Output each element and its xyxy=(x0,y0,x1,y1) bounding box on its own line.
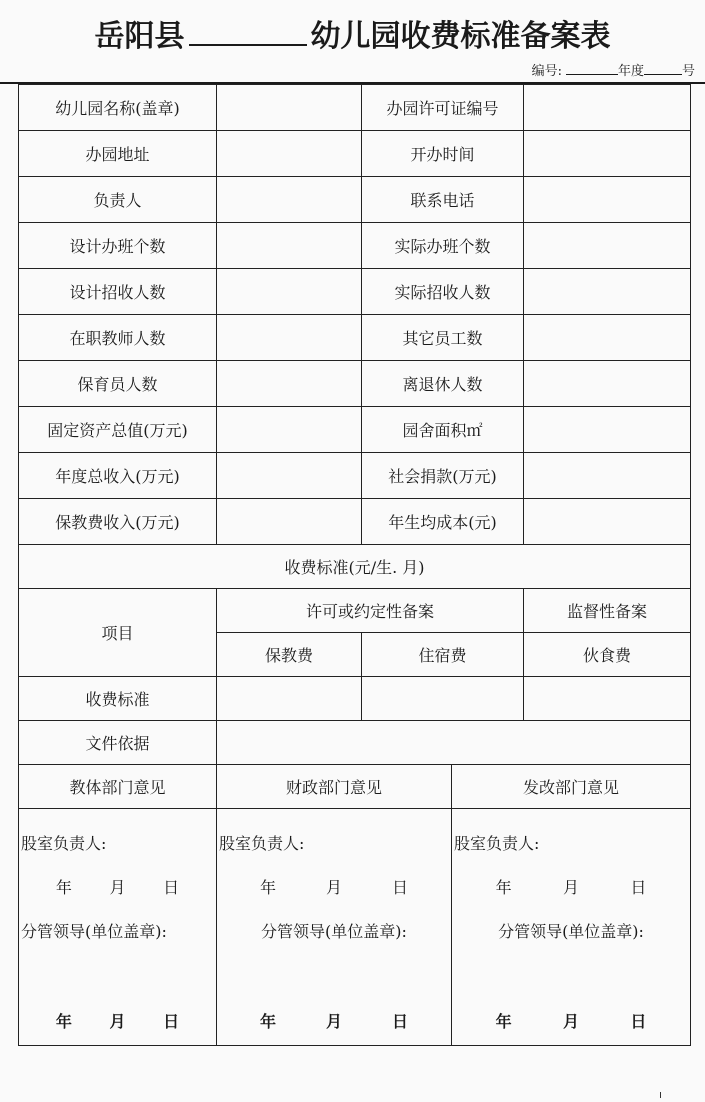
fee-standard-meals[interactable] xyxy=(524,677,691,721)
date-line xyxy=(19,875,216,898)
date-line-bold xyxy=(217,1009,451,1032)
serial-label: 编号: xyxy=(531,64,562,79)
info-right-value[interactable] xyxy=(524,361,691,407)
info-row xyxy=(19,269,691,315)
date-line xyxy=(217,875,451,898)
info-right-label: 办园许可证编号 xyxy=(362,85,524,131)
fee-record-table xyxy=(18,84,691,1046)
month-label: 月 xyxy=(109,1012,126,1031)
info-right-value[interactable] xyxy=(524,499,691,545)
fee-col-meals: 伙食费 xyxy=(524,633,691,677)
info-right-label: 年生均成本(元) xyxy=(362,499,524,545)
info-right-label: 其它员工数 xyxy=(362,315,524,361)
leader-label: 分管领导(单位盖章): xyxy=(21,922,167,941)
info-right-label: 离退休人数 xyxy=(362,361,524,407)
info-row xyxy=(19,407,691,453)
form-title xyxy=(0,12,705,62)
info-right-value[interactable] xyxy=(524,407,691,453)
info-right-value[interactable] xyxy=(524,453,691,499)
info-left-label: 设计办班个数 xyxy=(19,223,217,269)
year-label: 年 xyxy=(259,1012,276,1031)
month-label: 月 xyxy=(109,878,126,897)
serial-year-blank[interactable] xyxy=(566,60,618,75)
info-left-value[interactable] xyxy=(217,131,362,177)
leader-label: 分管领导(单位盖章): xyxy=(498,922,644,941)
opinion-education-box[interactable] xyxy=(19,809,217,1046)
info-right-value[interactable] xyxy=(524,223,691,269)
fee-category-row xyxy=(19,589,691,633)
fee-standard-row xyxy=(19,677,691,721)
month-label: 月 xyxy=(325,878,342,897)
info-right-label: 实际招收人数 xyxy=(362,269,524,315)
year-label: 年 xyxy=(259,878,276,897)
info-left-label: 负责人 xyxy=(19,177,217,223)
month-label: 月 xyxy=(562,878,579,897)
opinion-education-label: 教体部门意见 xyxy=(19,765,217,809)
fee-item-label: 项目 xyxy=(19,589,217,677)
opinion-header-row xyxy=(19,765,691,809)
opinion-signature-row xyxy=(19,809,691,1046)
day-label: 日 xyxy=(391,1012,408,1031)
info-row xyxy=(19,361,691,407)
fee-basis-row xyxy=(19,721,691,765)
date-line-bold xyxy=(452,1009,690,1032)
section-head-label: 股室负责人: xyxy=(21,834,107,853)
serial-no-label: 号 xyxy=(681,64,695,79)
info-row xyxy=(19,223,691,269)
info-left-label: 设计招收人数 xyxy=(19,269,217,315)
info-left-label: 保育员人数 xyxy=(19,361,217,407)
fee-standard-lodging[interactable] xyxy=(362,677,524,721)
info-right-value[interactable] xyxy=(524,131,691,177)
info-row xyxy=(19,177,691,223)
info-left-value[interactable] xyxy=(217,269,362,315)
info-left-value[interactable] xyxy=(217,85,362,131)
section-head-label: 股室负责人: xyxy=(219,834,305,853)
info-left-label: 固定资产总值(万元) xyxy=(19,407,217,453)
fee-col-tuition: 保教费 xyxy=(217,633,362,677)
info-row xyxy=(19,85,691,131)
opinion-finance-box[interactable] xyxy=(217,809,452,1046)
info-left-value[interactable] xyxy=(217,453,362,499)
fee-section-title: 收费标准(元/生. 月) xyxy=(19,545,691,589)
info-left-value[interactable] xyxy=(217,407,362,453)
month-label: 月 xyxy=(325,1012,342,1031)
day-label: 日 xyxy=(630,878,647,897)
info-left-label: 在职教师人数 xyxy=(19,315,217,361)
day-label: 日 xyxy=(163,878,180,897)
section-head-label: 股室负责人: xyxy=(454,834,540,853)
year-label: 年 xyxy=(495,878,512,897)
opinion-finance-label: 财政部门意见 xyxy=(217,765,452,809)
fee-col-lodging: 住宿费 xyxy=(362,633,524,677)
fee-standard-label: 收费标准 xyxy=(19,677,217,721)
info-left-label: 办园地址 xyxy=(19,131,217,177)
year-label: 年 xyxy=(55,1012,72,1031)
info-left-label: 年度总收入(万元) xyxy=(19,453,217,499)
info-right-label: 联系电话 xyxy=(362,177,524,223)
info-right-value[interactable] xyxy=(524,269,691,315)
serial-year-label: 年度 xyxy=(617,64,644,79)
year-label: 年 xyxy=(55,878,72,897)
info-right-value[interactable] xyxy=(524,315,691,361)
info-left-value[interactable] xyxy=(217,361,362,407)
info-row xyxy=(19,131,691,177)
date-line xyxy=(452,875,690,898)
info-row xyxy=(19,453,691,499)
info-right-value[interactable] xyxy=(524,177,691,223)
fee-basis-value[interactable] xyxy=(217,721,691,765)
info-right-label: 园舍面积㎡ xyxy=(362,407,524,453)
fee-licensed-label: 许可或约定性备案 xyxy=(217,589,524,633)
info-left-label: 保教费收入(万元) xyxy=(19,499,217,545)
day-label: 日 xyxy=(630,1012,647,1031)
info-right-label: 社会捐款(万元) xyxy=(362,453,524,499)
month-label: 月 xyxy=(562,1012,579,1031)
info-right-label: 实际办班个数 xyxy=(362,223,524,269)
info-left-value[interactable] xyxy=(217,177,362,223)
serial-number xyxy=(532,60,695,80)
leader-label: 分管领导(单位盖章): xyxy=(261,922,407,941)
info-row xyxy=(19,315,691,361)
info-row xyxy=(19,499,691,545)
title-suffix: 幼儿园收费标准备案表 xyxy=(310,19,611,54)
opinion-reform-label: 发改部门意见 xyxy=(452,765,691,809)
info-right-label: 开办时间 xyxy=(362,131,524,177)
fee-standard-tuition[interactable] xyxy=(217,677,362,721)
title-blank[interactable] xyxy=(189,12,307,46)
info-right-value[interactable] xyxy=(524,85,691,131)
day-label: 日 xyxy=(163,1012,180,1031)
info-left-value[interactable] xyxy=(217,223,362,269)
page-mark xyxy=(660,1092,661,1098)
fee-section-header xyxy=(19,545,691,589)
info-left-label: 幼儿园名称(盖章) xyxy=(19,85,217,131)
date-line-bold xyxy=(19,1009,216,1032)
title-prefix: 岳阳县 xyxy=(94,19,185,54)
info-left-value[interactable] xyxy=(217,315,362,361)
info-left-value[interactable] xyxy=(217,499,362,545)
fee-supervised-label: 监督性备案 xyxy=(524,589,691,633)
opinion-reform-box[interactable] xyxy=(452,809,691,1046)
year-label: 年 xyxy=(495,1012,512,1031)
serial-number-blank[interactable] xyxy=(644,60,682,75)
day-label: 日 xyxy=(391,878,408,897)
fee-basis-label: 文件依据 xyxy=(19,721,217,765)
